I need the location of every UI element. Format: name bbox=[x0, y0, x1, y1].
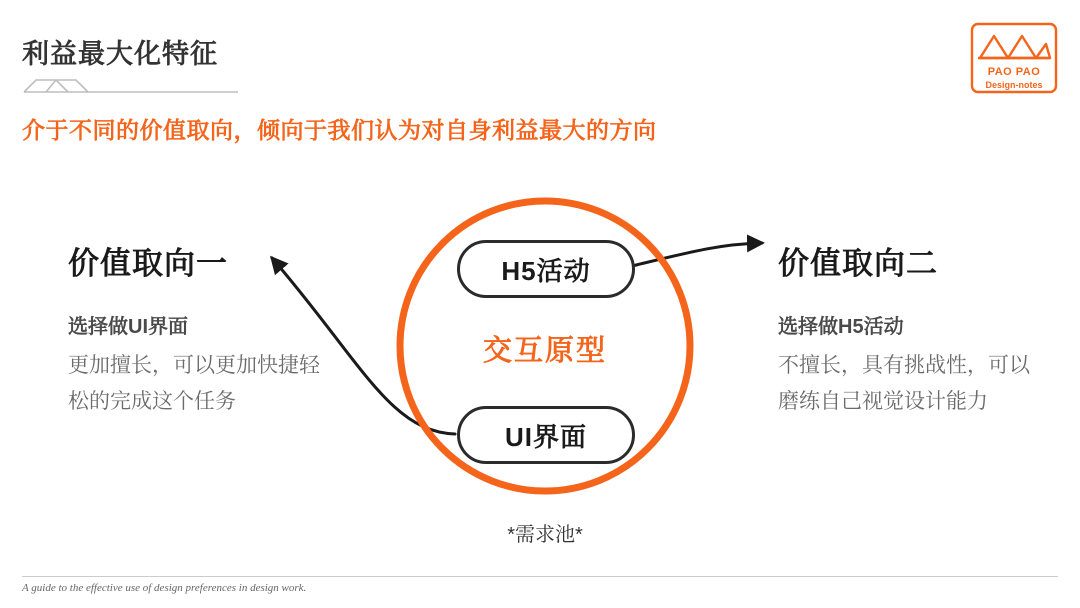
left-column-subheading: 选择做UI界面 bbox=[68, 316, 188, 338]
right-column-body: 不擅长，具有挑战性，可以磨练自己视觉设计能力 bbox=[778, 354, 1030, 413]
left-column-body: 更加擅长，可以更加快捷轻松的完成这个任务 bbox=[68, 354, 320, 413]
left-column-heading: 价值取向一 bbox=[68, 246, 228, 281]
option-h5-activity[interactable]: H5活动 bbox=[457, 240, 635, 298]
page-title: 利益最大化特征 bbox=[22, 39, 218, 69]
center-label-prototype: 交互原型 bbox=[482, 335, 607, 367]
page-subtitle: 介于不同的价值取向，倾向于我们认为对自身利益最大的方向 bbox=[22, 117, 657, 143]
footer-divider bbox=[22, 576, 1058, 577]
right-column-heading: 价值取向二 bbox=[778, 246, 938, 281]
requirement-pool-circle bbox=[395, 188, 695, 498]
pool-caption: *需求池* bbox=[507, 524, 583, 546]
footer-note: A guide to the effective use of design preferences in design work. bbox=[22, 582, 307, 594]
logo-text-secondary: Design-notes bbox=[985, 80, 1043, 90]
logo-text-primary: PAO PAO bbox=[987, 66, 1041, 78]
title-underline-decoration bbox=[22, 76, 240, 94]
option-ui-interface[interactable]: UI界面 bbox=[457, 406, 635, 464]
right-column-subheading: 选择做H5活动 bbox=[778, 316, 904, 338]
